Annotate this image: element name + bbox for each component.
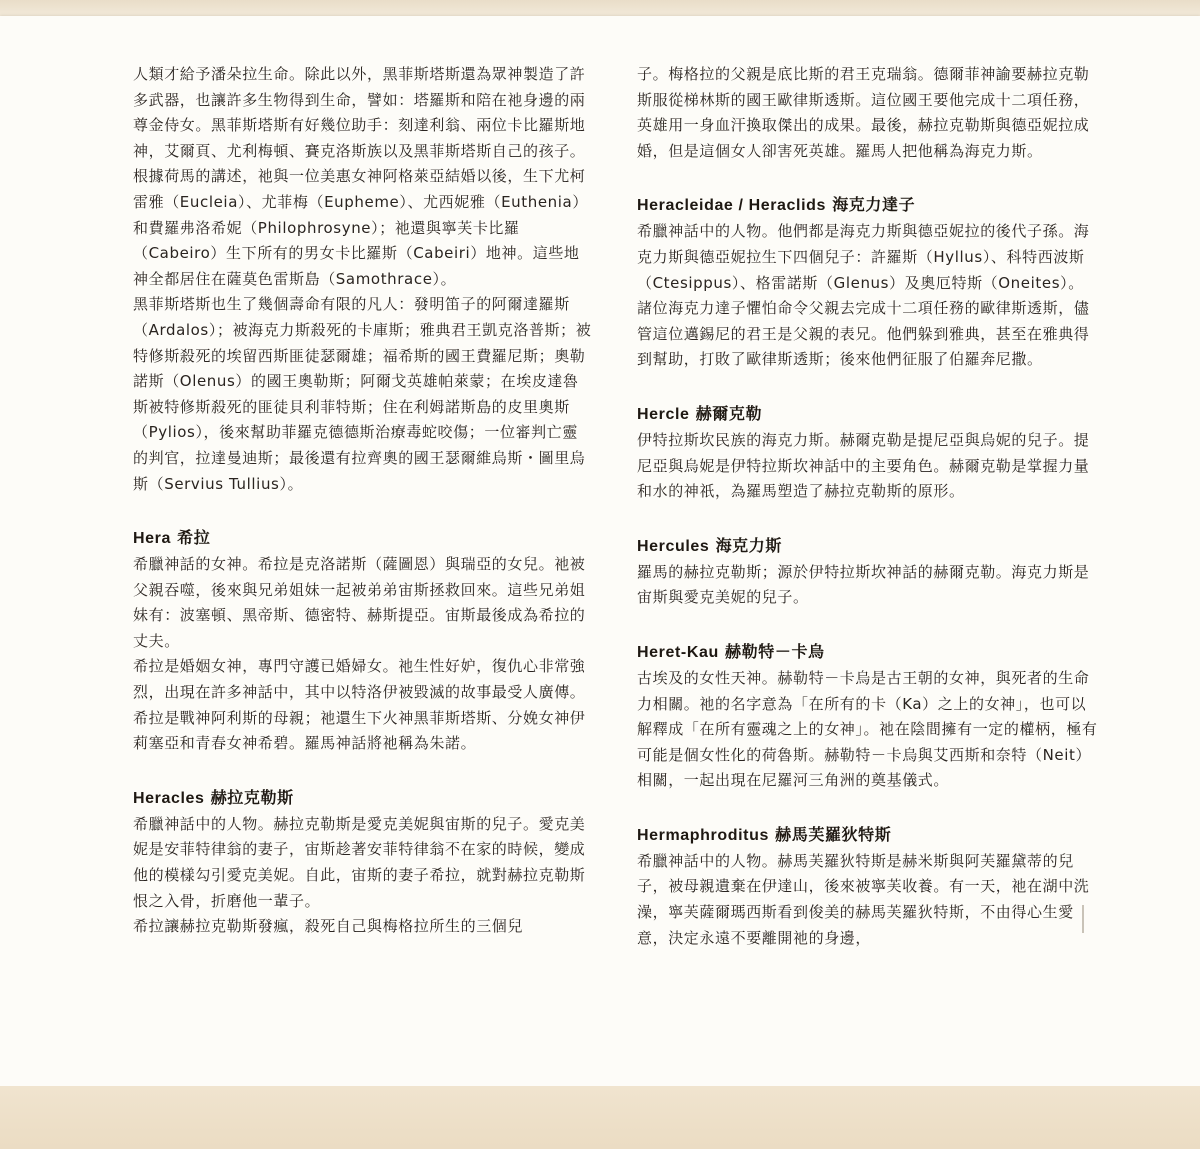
entry-heading-hera: [133, 525, 593, 552]
intro-paragraph: 子。梅格拉的父親是底比斯的君王克瑞翁。德爾菲神諭要赫拉克勒斯服從梯林斯的國王歐律斯透斯。這位國王要他完成十二項任務，英雄用一身血汗換取傑出的成果。最後，赫拉克勒斯與德亞妮拉成婚，但是這個女人卻害死英雄。羅馬人把他稱為海克力斯。: [637, 65, 1090, 160]
right-column: [637, 62, 1099, 951]
entry-paragraph: 希拉讓赫拉克勒斯發瘋，殺死自己與梅格拉所生的三個兒: [133, 917, 524, 936]
entry-heading-hermaphroditus: [637, 822, 1099, 849]
entry-title-en: Heracles: [133, 789, 205, 807]
entry-heading-heracleidae: [637, 192, 1099, 219]
entry-title-en: Hera: [133, 530, 171, 548]
left-column: [133, 62, 593, 940]
entry-heading-hercules: [637, 533, 1099, 560]
intro-paragraph: 黑菲斯塔斯也生了幾個壽命有限的凡人：發明笛子的阿爾達羅斯（Ardalos）；被海克力斯殺死的卡庫斯；雅典君王凱克洛普斯；被特修斯殺死的埃留西斯匪徒瑟爾雄；福希斯的國王費羅尼斯；奧勒諾斯（Olenus）的國王奧勒斯；阿爾戈英雄帕萊蒙；在埃皮達魯斯被特修斯殺死的匪徒貝利菲特斯；住在利姆諾斯島的皮里奧斯（Pylios），後來幫助菲羅克德德斯治療毒蛇咬傷；一位審判亡靈的判官，拉達曼迪斯；最後還有拉齊奧的國王瑟爾維烏斯・圖里烏斯（Servius Tullius）。: [133, 295, 592, 493]
entry-title-zh: 赫馬芙羅狄特斯: [775, 824, 892, 844]
entry-paragraph: 希臘神話的女神。希拉是克洛諾斯（薩圖恩）與瑞亞的女兒。祂被父親吞噬，後來與兄弟姐妹一起被弟弟宙斯拯救回來。這些兄弟姐妹有：波塞頓、黑帝斯、德密特、赫斯提亞。宙斯最後成為希拉的丈夫。: [133, 555, 586, 650]
entry-title-zh: 海克力達子: [832, 195, 916, 215]
entry-paragraph: 希臘神話中的人物。赫拉克勒斯是愛克美妮與宙斯的兒子。愛克美妮是安菲特律翁的妻子，宙斯趁著安菲特律翁不在家的時候，變成他的模樣勾引愛克美妮。自此，宙斯的妻子希拉，就對赫拉克勒斯恨之入骨，折磨他一輩子。: [133, 814, 586, 910]
intro-paragraph: 人類才給予潘朵拉生命。除此以外，黑菲斯塔斯還為眾神製造了許多武器，也讓許多生物得到生命，譬如：塔羅斯和陪在祂身邊的兩尊金侍女。黑菲斯塔斯有好幾位助手：刻達利翁、兩位卡比羅斯地神，艾爾頁、尤利梅頓、賽克洛斯族以及黑菲斯塔斯自己的孩子。: [133, 65, 586, 160]
entry-title-zh: 海克力斯: [715, 535, 782, 555]
scan-bottom-edge: [0, 1086, 1200, 1149]
entry-title-en: Heret-Kau: [637, 643, 719, 661]
entry-title-zh: 赫爾克勒: [695, 403, 763, 423]
entry-paragraph: 古埃及的女性天神。赫勒特－卡烏是古王朝的女神，與死者的生命力相關。祂的名字意為「在所有的卡（Ka）之上的女神」，也可以解釋成「在所有靈魂之上的女神」。祂在陰間擁有一定的權柄，極有可能是個女性化的荷魯斯。赫勒特－卡烏與艾西斯和奈特（Neit）相關，一起出現在尼羅河三角洲的奠基儀式。: [637, 668, 1098, 790]
entry-paragraph: 希拉是婚姻女神，專門守護已婚婦女。祂生性好妒，復仇心非常強烈，出現在許多神話中，其中以特洛伊被毀滅的故事最受人廣傳。希拉是戰神阿利斯的母親；祂還生下火神黑菲斯塔斯、分娩女神伊莉塞亞和青春女神希碧。羅馬神話將祂稱為朱諾。: [133, 657, 586, 753]
entry-title-en: Hercules: [637, 537, 710, 555]
entry-paragraph: 希臘神話中的人物。他們都是海克力斯與德亞妮拉的後代子孫。海克力斯與德亞妮拉生下四個兒子：許羅斯（Hyllus）、科特西波斯（Ctesippus）、格雷諾斯（Glenus）及奧厄特斯（Oneites）。諸位海克力達子懼怕命令父親去完成十二項任務的歐律斯透斯，儘管這位邁錫尼的君王是父親的表兄。他們躲到雅典，甚至在雅典得到幫助，打敗了歐律斯透斯；後來他們征服了伯羅奔尼撒。: [637, 222, 1090, 369]
entry-heading-heret-kau: [637, 639, 1099, 666]
entry-title-zh: 赫拉克勒斯: [210, 787, 294, 807]
entry-heading-heracles: [133, 785, 593, 812]
entry-paragraph: 希臘神話中的人物。赫馬芙羅狄特斯是赫米斯與阿芙羅黛蒂的兒子，被母親遺棄在伊達山，後來被寧芙收養。有一天，祂在湖中洗澡，寧芙薩爾瑪西斯看到俊美的赫馬芙羅狄特斯，不由得心生愛意，決定永遠不要離開祂的身邊，: [637, 851, 1090, 947]
entry-paragraph: 羅馬的赫拉克勒斯；源於伊特拉斯坎神話的赫爾克勒。海克力斯是宙斯與愛克美妮的兒子。: [637, 562, 1090, 607]
entry-title-en: Hermaphroditus: [637, 826, 769, 844]
entry-title-en: Heracleidae / Heraclids: [637, 197, 827, 215]
entry-title-zh: 赫勒特－卡烏: [725, 641, 825, 661]
entry-heading-hercle: [637, 401, 1099, 428]
entry-title-zh: 希拉: [177, 528, 211, 548]
intro-paragraph: 根據荷馬的講述，祂與一位美惠女神阿格萊亞結婚以後，生下尤柯雷雅（Eucleia）、尤菲梅（Eupheme）、尤西妮雅（Euthenia）和費羅弗洛希妮（Philophrosyne）；祂還與寧芙卡比羅（Cabeiro）生下所有的男女卡比羅斯（Cabeiri）地神。這些地神全都居住在薩莫色雷斯島（Samothrace）。: [133, 167, 588, 288]
entry-paragraph: 伊特拉斯坎民族的海克力斯。赫爾克勒是提尼亞與烏妮的兒子。提尼亞與烏妮是伊特拉斯坎神話中的主要角色。赫爾克勒是掌握力量和水的神祇，為羅馬塑造了赫拉克勒斯的原形。: [637, 430, 1090, 501]
entry-title-en: Hercle: [637, 405, 690, 423]
